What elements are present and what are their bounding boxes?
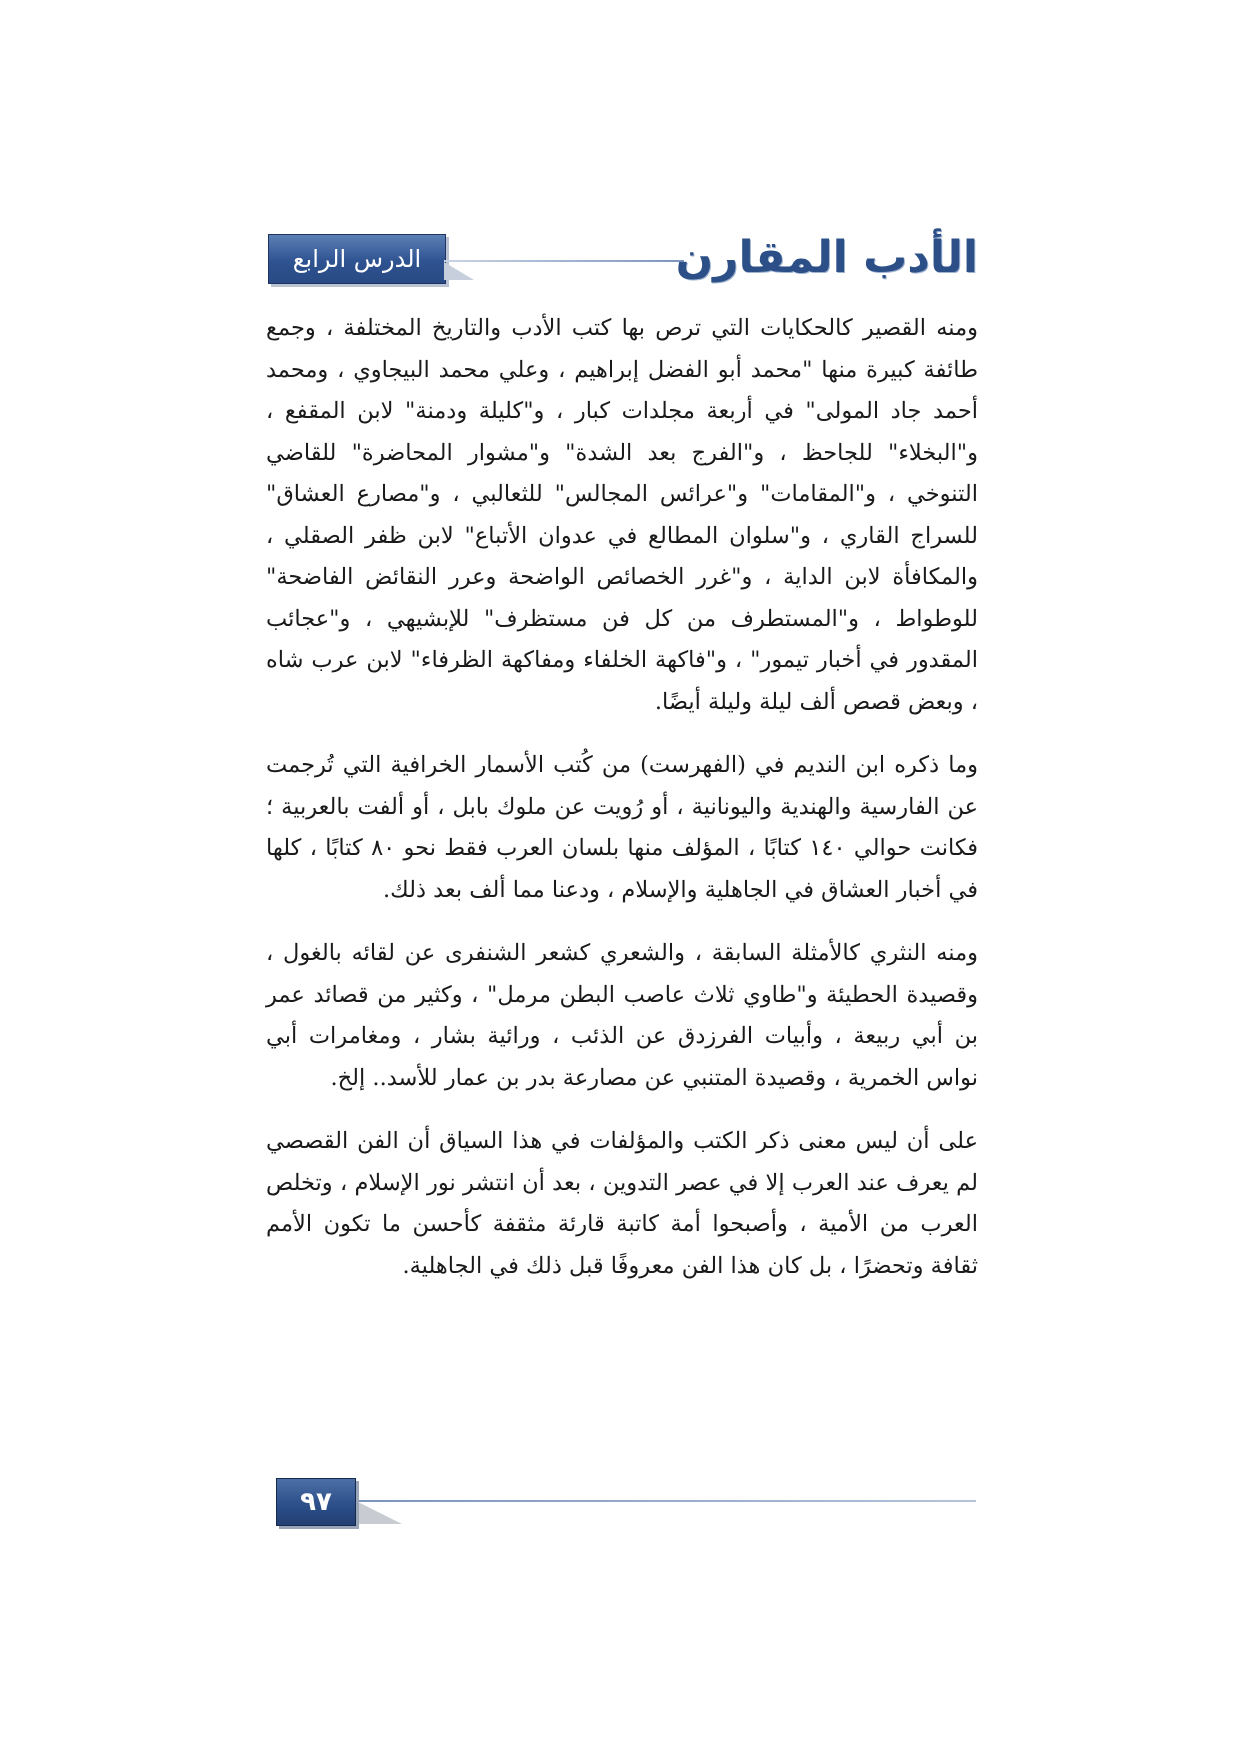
page-header [268,228,978,288]
paragraph-2: وما ذكره ابن النديم في (الفهرست) من كُتب الأسمار الخرافية التي تُرجمت عن الفارسية والهندية واليونانية ، أو رُويت عن ملوك بابل ، أو ألفت بالعربية ؛ فكانت حوالي ١٤٠ كتابًا ، المؤلف منها بلسان العرب فقط نحو ٨٠ كتابًا ، كلها في أخبار العشاق في الجاهلية والإسلام ، ودعنا مما ألف بعد ذلك. [266,752,978,903]
book-title: الأدب المقارن [675,232,978,283]
header-rule [444,260,684,262]
paragraph-3: ومنه النثري كالأمثلة السابقة ، والشعري كشعر الشنفرى عن لقائه بالغول ، وقصيدة الحطيئة و"طاوي ثلاث عاصب البطن مرمل" ، وكثير من قصائد عمر بن أبي ربيعة ، وأبيات الفرزدق عن الذئب ، ورائية بشار ، ومغامرات أبي نواس الخمرية ، وقصيدة المتنبي عن مصارعة بدر بن عمار للأسد.. إلخ. [266,940,978,1091]
page-body [266,308,978,1309]
footer-rule-shadow [358,1502,402,1524]
footer-rule [356,1500,976,1502]
page-footer [276,1478,976,1530]
header-rule-shadow [444,262,474,280]
paragraph-4: على أن ليس معنى ذكر الكتب والمؤلفات في هذا السياق أن الفن القصصي لم يعرف عند العرب إلا في عصر التدوين ، بعد أن انتشر نور الإسلام ، وتخلص العرب من الأمية ، وأصبحوا أمة كاتبة قارئة مثقفة كأحسن ما تكون الأمم ثقافة وتحضرًا ، بل كان هذا الفن معروفًا قبل ذلك في الجاهلية. [266,1128,978,1279]
paragraph-1: ومنه القصير كالحكايات التي ترص بها كتب الأدب والتاريخ المختلفة ، وجمع طائفة كبيرة منها "محمد أبو الفضل إبراهيم ، وعلي محمد البيجاوي ، ومحمد أحمد جاد المولى" في أربعة مجلدات كبار ، و"كليلة ودمنة" لابن المقفع ، و"البخلاء" للجاحظ ، و"الفرج بعد الشدة" و"مشوار المحاضرة" للقاضي التنوخي ، و"المقامات" و"عرائس المجالس" للثعالبي ، و"مصارع العشاق" للسراج القاري ، و"سلوان المطالع في عدوان الأتباع" لابن ظفر الصقلي ، والمكافأة لابن الداية ، و"غرر الخصائص الواضحة وعرر النقائض الفاضحة" للوطواط ، و"المستطرف من كل فن مستظرف" للإبشيهي ، و"عجائب المقدور في أخبار تيمور" ، و"فاكهة الخلفاء ومفاكهة الظرفاء" لابن عرب شاه ، وبعض قصص ألف ليلة وليلة أيضًا. [266,315,978,715]
page-number: ٩٧ [276,1478,356,1526]
lesson-badge: الدرس الرابع [268,234,446,284]
